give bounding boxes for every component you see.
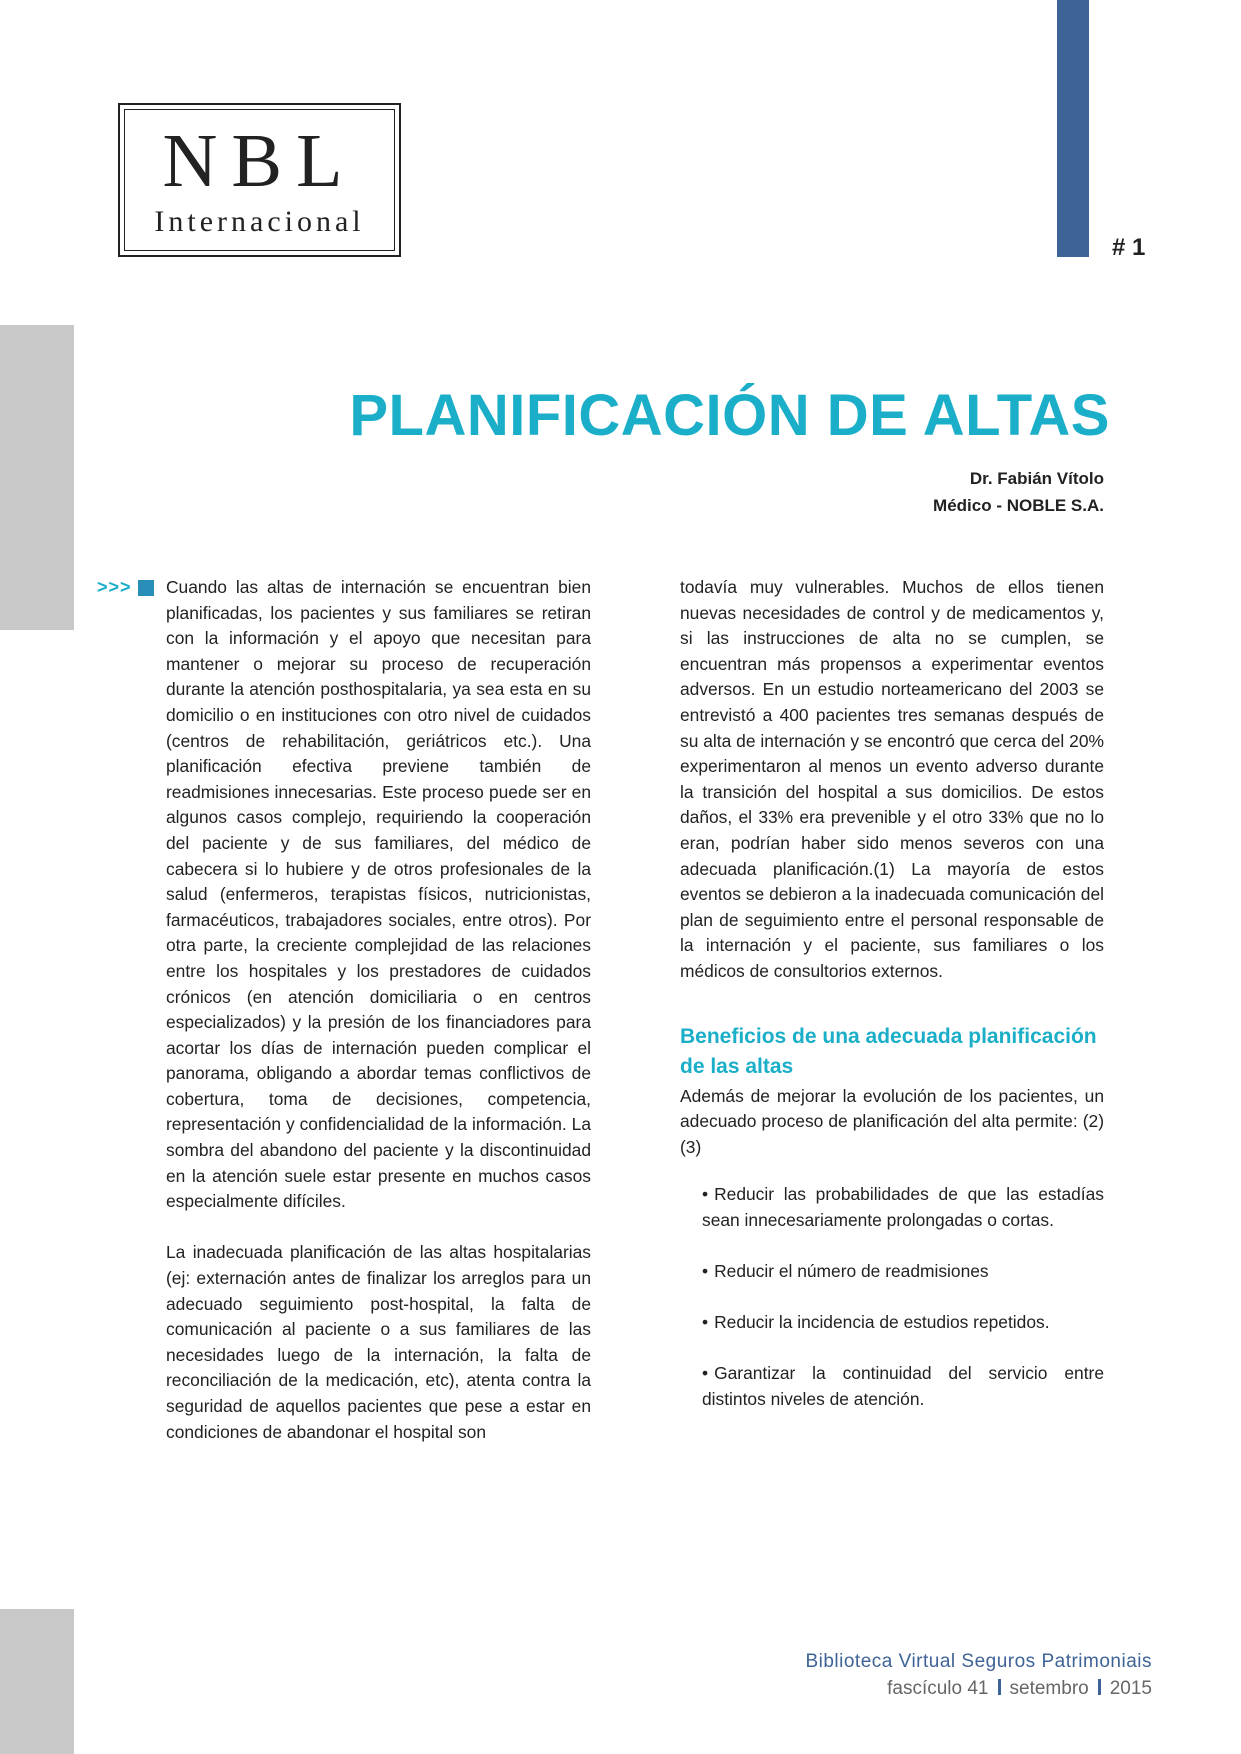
body-paragraph: La inadecuada planificación de las altas hospitalarias (ej: externación antes de finalizar los arreglos para un adecuado seguimiento post-hospital, la falta de comunicación al paciente o a sus familiares de las necesidades luego de la internación, la falta de reconciliación de la medicación, etc), atenta contra la seguridad de aquellos pacientes que pese a estar en condiciones de abandonar el hospital son (166, 1242, 591, 1442)
footer (805, 1648, 1152, 1702)
list-item: • Garantizar la continuidad del servicio entre distintos niveles de atención. (702, 1361, 1104, 1412)
author-name: Dr. Fabián Vítolo (969, 469, 1104, 488)
footer-month: setembro (1009, 1678, 1089, 1699)
left-column (166, 575, 591, 1445)
footer-issue: fascículo 41 (887, 1678, 989, 1699)
body-paragraph: Cuando las altas de internación se encuentran bien planificadas, los pacientes y sus familiares se retiran con la información y el apoyo que necesitan para mantener o mejorar su proceso de recuperación durante la atención posthospitalaria, ya sea esta en su domicilio o en instituciones con otro nivel de cuidados (centros de rehabilitación, geriátricos etc.). Una planificación efectiva previene también de readmisiones innecesarias. Este proceso puede ser en algunos casos complejo, requiriendo la cooperación del paciente y de sus familiares, del médico de cabecera si lo hubiere y de otros profesionales de la salud (enfermeros, terapistas físicos, nutricionistas, farmacéuticos, trabajadores sociales, entre otros). Por otra parte, la creciente complejidad de las relaciones entre los hospitales y los prestadores de cuidados crónicos (en atención domiciliaria o en centros especializados) y la presión de los financiadores para acortar los días de internación pueden complicar el panorama, obligando a abordar temas conflictivos de cobertura, toma de decisiones, competencia, representación y confidencialidad de la información. La sombra del abandono del paciente y la discontinuidad en la atención suele estar presente en muchos casos especialmente difíciles. (166, 577, 591, 1212)
list-item: • Reducir la incidencia de estudios repetidos. (702, 1310, 1104, 1336)
author-role: Médico - NOBLE S.A. (933, 496, 1104, 515)
author-block (933, 465, 1104, 519)
logo-main-text: NBL (162, 119, 357, 203)
footer-separator (1098, 1679, 1101, 1695)
marker-square-icon (138, 580, 154, 596)
footer-year: 2015 (1109, 1678, 1152, 1699)
footer-separator (998, 1679, 1001, 1695)
footer-title: Biblioteca Virtual Seguros Patrimoniais (805, 1651, 1152, 1672)
section-heading: Beneficios de una adecuada planificación de las altas (680, 1024, 1097, 1078)
header-accent-bar (1057, 0, 1089, 257)
side-decoration-bottom (0, 1609, 74, 1754)
paragraph-marker (97, 577, 154, 598)
list-item: • Reducir las probabilidades de que las estadías sean innecesariamente prolongadas o cortas. (702, 1182, 1104, 1233)
list-item: • Reducir el número de readmisiones (702, 1259, 1104, 1285)
page-number: # 1 (1112, 234, 1146, 261)
nbl-logo (118, 103, 401, 257)
benefits-intro: Además de mejorar la evolución de los pacientes, un adecuado proceso de planificación del alta permite: (2) (3) (680, 1085, 1104, 1157)
benefits-list (680, 1182, 1104, 1412)
marker-arrows: >>> (97, 577, 132, 597)
article-title: PLANIFICACIÓN DE ALTAS (349, 383, 1110, 448)
right-column (680, 575, 1104, 1438)
body-paragraph: todavía muy vulnerables. Muchos de ellos tienen nuevas necesidades de control y de medicamentos y, si las instrucciones de alta no se cumplen, se encuentran más propensos a experimentar eventos adversos. En un estudio norteamericano del 2003 se entrevistó a 400 pacientes tres semanas después de su alta de internación y se encontró que cerca del 20% experimentaron al menos un evento adverso durante la transición del hospital a sus domicilios. De estos daños, el 33% era prevenible y el otro 33% que no lo eran, podrían haber sido menos severos con una adecuada planificación.(1) La mayoría de estos eventos se debieron a la inadecuada comunicación del plan de seguimiento entre el personal responsable de la internación y el paciente, sus familiares o los médicos de consultorios externos. (680, 577, 1104, 981)
logo-sub-text: Internacional (154, 205, 365, 238)
footer-meta (805, 1675, 1152, 1702)
side-decoration-top (0, 325, 74, 630)
